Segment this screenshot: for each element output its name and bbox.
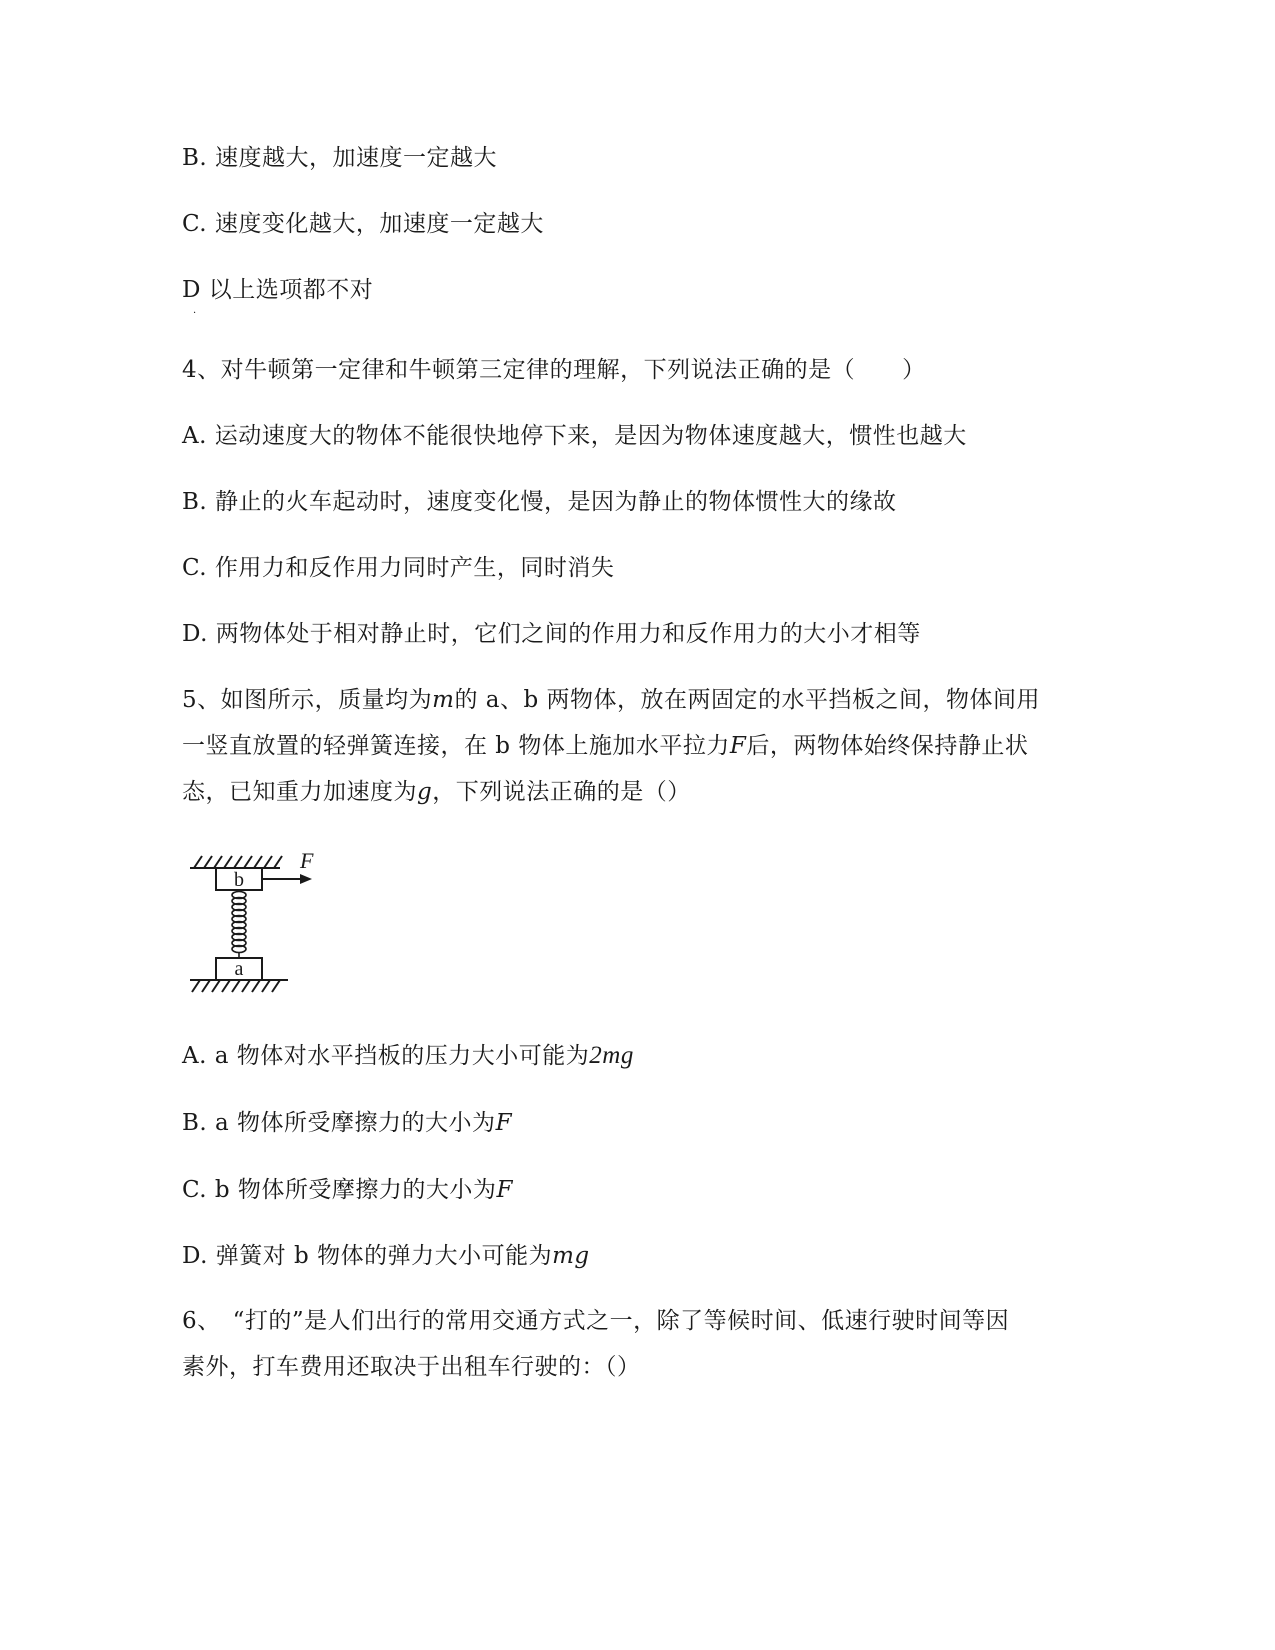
q4-option-c: C. 作用力和反作用力同时产生，同时消失	[182, 555, 615, 581]
q5-stem-line-2	[182, 731, 1028, 761]
q5-option-c	[182, 1175, 513, 1205]
q5-stem-line-1	[182, 685, 1040, 715]
q3-option-c: C. 速度变化越大，加速度一定越大	[182, 211, 544, 237]
q5-option-a-math: 2mg	[589, 1042, 634, 1069]
q6-stem-line-1: 6、 “打的”是人们出行的常用交通方式之一，除了等候时间、低速行驶时间等因	[182, 1308, 1010, 1334]
stray-mark: ·	[193, 308, 197, 319]
block-a-label: a	[234, 958, 244, 980]
q5-stem-text: 的 a、b 两物体，放在两固定的水平挡板之间，物体间用	[454, 687, 1041, 713]
q5-force-symbol: F	[729, 733, 747, 759]
block-b-label: b	[234, 869, 244, 891]
q5-stem-text: 5、如图所示，质量均为	[182, 687, 433, 713]
q5-stem-text: 一竖直放置的轻弹簧连接，在 b 物体上施加水平拉力	[182, 733, 730, 759]
top-plate	[190, 856, 282, 868]
bottom-plate	[190, 980, 288, 992]
q4-option-b: B. 静止的火车起动时，速度变化慢，是因为静止的物体惯性大的缘故	[182, 489, 897, 515]
q5-option-a-text: A. a 物体对水平挡板的压力大小可能为	[182, 1043, 590, 1069]
q5-mass-symbol: m	[432, 687, 455, 713]
q5-stem-text: 后，两物体始终保持静止状	[746, 733, 1029, 759]
force-label: F	[300, 848, 314, 873]
q5-stem-text: 态，已知重力加速度为	[182, 779, 417, 805]
q5-option-c-text: C. b 物体所受摩擦力的大小为	[182, 1177, 497, 1203]
q5-stem-line-3	[182, 777, 691, 807]
q3-option-d: D 以上选项都不对	[182, 277, 374, 303]
q5-option-a	[182, 1041, 634, 1071]
q3-option-b: B. 速度越大，加速度一定越大	[182, 145, 498, 171]
spring	[232, 892, 246, 959]
q5-option-b	[182, 1108, 512, 1138]
q5-option-d	[182, 1241, 590, 1271]
q6-stem-line-2: 素外，打车费用还取决于出租车行驶的：（）	[182, 1354, 641, 1380]
q5-option-d-math: mg	[552, 1243, 590, 1269]
q5-stem-text: ，下列说法正确的是（）	[432, 779, 691, 805]
q5-option-d-text: D. 弹簧对 b 物体的弹力大小可能为	[182, 1243, 553, 1269]
q5-option-b-text: B. a 物体所受摩擦力的大小为	[182, 1110, 496, 1136]
q4-option-a: A. 运动速度大的物体不能很快地停下来，是因为物体速度越大，惯性也越大	[182, 423, 967, 449]
q4-stem: 4、对牛顿第一定律和牛顿第三定律的理解，下列说法正确的是（ ）	[182, 357, 926, 383]
spring-blocks-figure	[188, 848, 338, 998]
force-arrow	[262, 874, 312, 884]
q5-gravity-symbol: g	[417, 779, 433, 805]
q5-option-b-math: F	[495, 1110, 513, 1136]
q5-option-c-math: F	[496, 1177, 513, 1203]
q4-option-d: D. 两物体处于相对静止时，它们之间的作用力和反作用力的大小才相等	[182, 621, 921, 647]
